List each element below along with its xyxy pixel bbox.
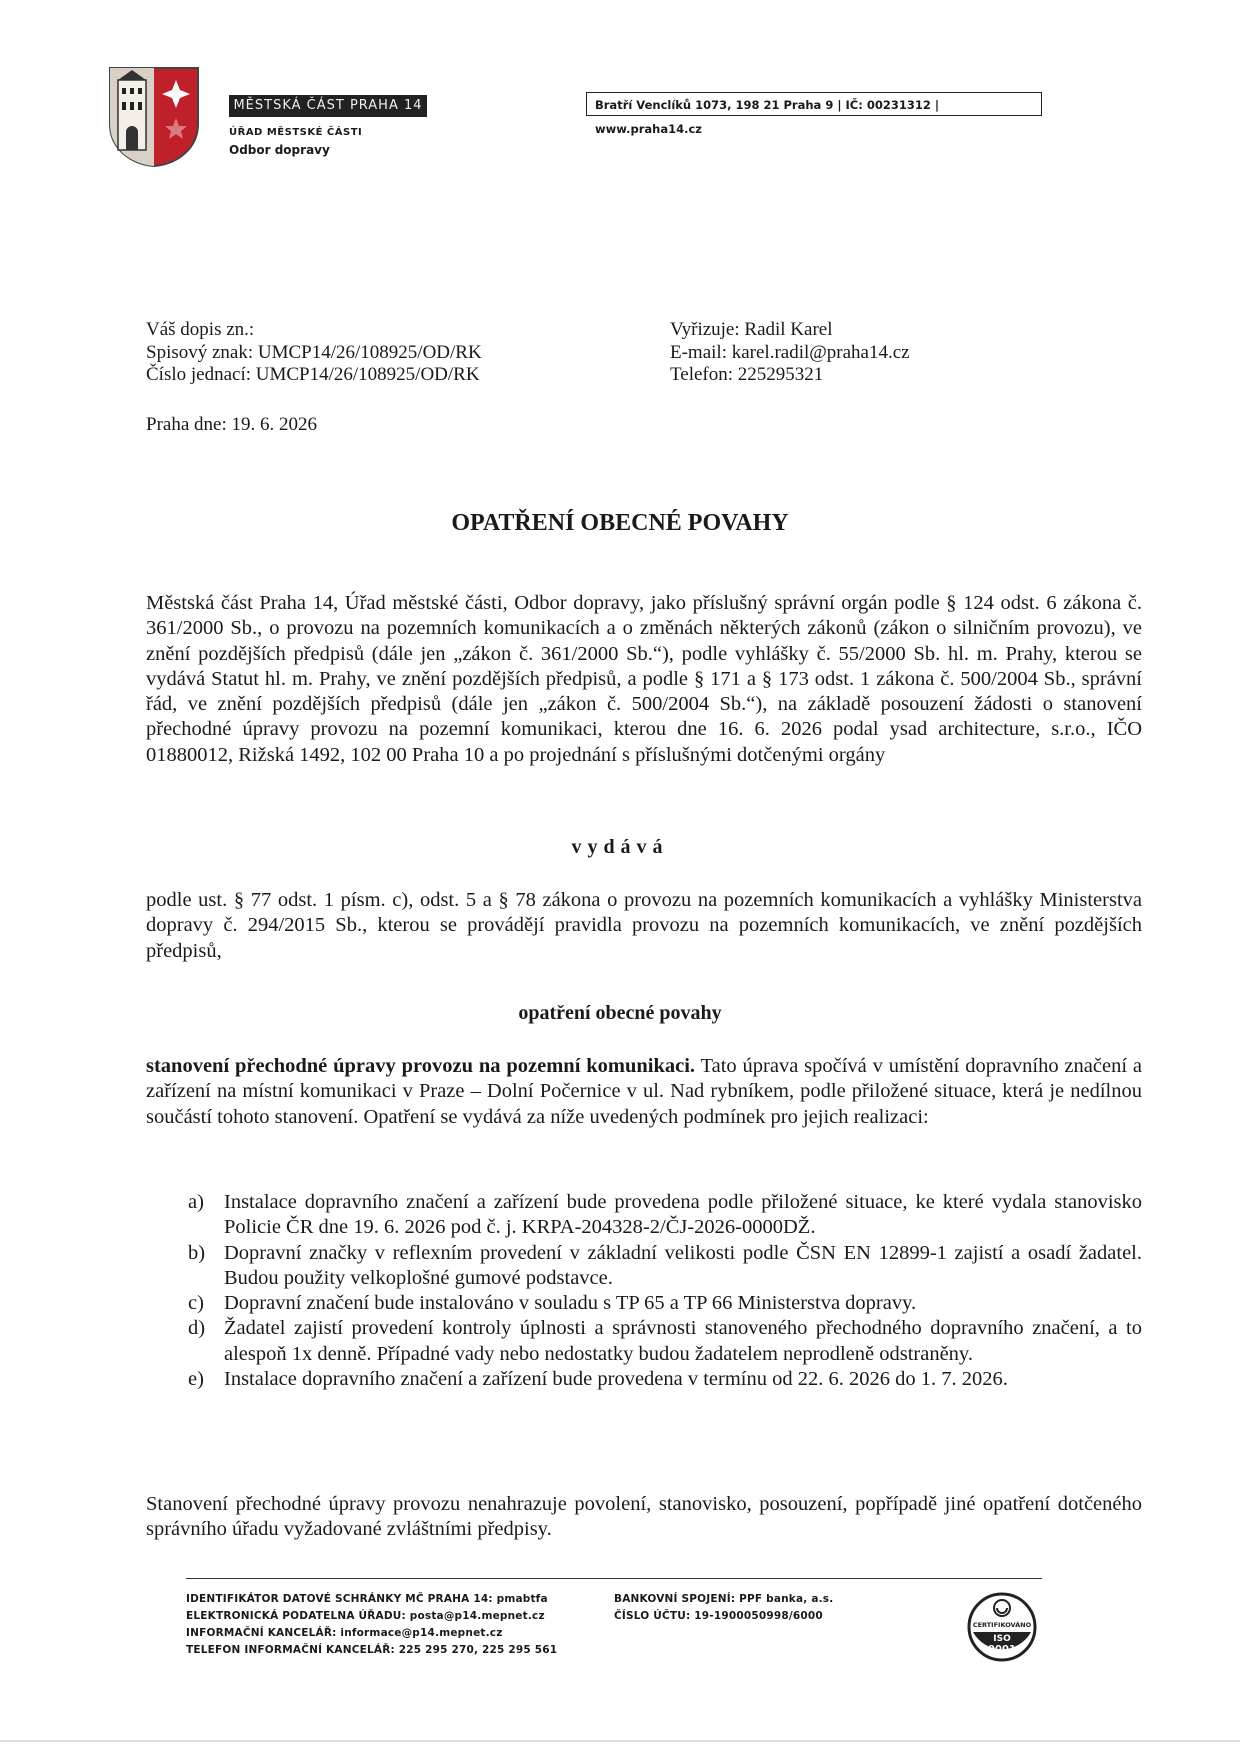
legal-basis-paragraph: podle ust. § 77 odst. 1 písm. c), odst. 5 a § 78 zákona o provozu na pozemních komunikacích a vyhlášky Ministerstva dopravy č. 294/2015 Sb., kterou se provádějí pravidla provozu na pozemních komunikacích, ve znění pozdějších předpisů,	[146, 889, 1142, 962]
contact-phone: Telefon: 225295321	[670, 364, 824, 385]
contact-email: E-mail: karel.radil@praha14.cz	[670, 341, 910, 363]
measure-text: Tato úprava spočívá v umístění dopravního značení a zařízení na místní komunikaci v Praze – Dolní Počernice v ul. Nad rybníkem, podle přiložené situace, která je nedílnou součástí tohoto stanovení. Opatření se vydává za níže uvedených podmínek pro jejich realizaci:	[146, 1055, 1142, 1128]
footer-divider	[186, 1578, 1042, 1579]
info-office-email: INFORMAČNÍ KANCELÁŘ: informace@p14.mepnet.cz	[186, 1627, 503, 1639]
conditions-list	[188, 1190, 1142, 1392]
reference-number: Číslo jednací: UMCP14/26/108925/OD/RK	[146, 364, 480, 385]
condition-marker: b)	[188, 1241, 206, 1264]
file-mark: Spisový znak: UMCP14/26/108925/OD/RK	[146, 341, 482, 363]
condition-item	[188, 1316, 1142, 1367]
document-title: OPATŘENÍ OBECNÉ POVAHY	[451, 510, 789, 536]
footer-contacts	[186, 1591, 557, 1659]
measure-heading: opatření obecné povahy	[518, 1002, 722, 1024]
district-name-banner: MĚSTSKÁ ČÁST PRAHA 14	[229, 95, 427, 117]
data-box-id: IDENTIFIKÁTOR DATOVÉ SCHRÁNKY MČ PRAHA 14: pmabtfa	[186, 1593, 548, 1605]
seal-text-iso: ISO	[993, 1634, 1011, 1644]
condition-text: Dopravní značení bude instalováno v souladu s TP 65 a TP 66 Ministerstva dopravy.	[224, 1292, 917, 1315]
condition-text: Instalace dopravního značení a zařízení bude provedena v termínu od 22. 6. 2026 do 1. 7. 2026.	[224, 1368, 1008, 1391]
account-number: ČÍSLO ÚČTU: 19-1900050998/6000	[614, 1610, 823, 1622]
page-bottom-edge	[0, 1740, 1240, 1742]
coat-of-arms-icon	[108, 66, 200, 168]
seal-text-top: CERTIFIKOVÁNO	[972, 1621, 1032, 1629]
reference-block-left	[146, 319, 482, 387]
handled-by: Vyřizuje: Radil Karel	[670, 319, 833, 340]
document-date: Praha dne: 19. 6. 2026	[146, 414, 317, 435]
e-filing-address: ELEKTRONICKÁ PODATELNA ÚŘADU: posta@p14.mepnet.cz	[186, 1610, 545, 1622]
bank-name: BANKOVNÍ SPOJENÍ: PPF banka, a.s.	[614, 1593, 834, 1605]
office-name: ÚŘAD MĚSTSKÉ ČÁSTI	[229, 127, 363, 138]
reference-block-right	[670, 319, 910, 387]
condition-text: Žadatel zajistí provedení kontroly úplnosti a správnosti stanoveného přechodného dopravního značení, a to alespoň 1x denně. Případné vady nebo nedostatky budou žadatelem neprodleně odstraněny.	[224, 1317, 1142, 1365]
condition-text: Dopravní značky v reflexním provedení v základní velikosti podle ČSN EN 12899-1 zajistí a osadí žadatel. Budou použity velkoplošné gumové podstavce.	[224, 1241, 1142, 1289]
footer-bank	[614, 1591, 833, 1625]
closing-paragraph: Stanovení přechodné úpravy provozu nenahrazuje povolení, stanovisko, posouzení, popřípadě jiné opatření dotčeného správního úřadu vyžadované zvláštními předpisy.	[146, 1493, 1142, 1541]
intro-paragraph: Městská část Praha 14, Úřad městské části, Odbor dopravy, jako příslušný správní orgán podle § 124 odst. 6 zákona č. 361/2000 Sb., o provozu na pozemních komunikacích a o změnách některých zákonů (zákon o silničním provozu), ve znění pozdějších předpisů (dále jen „zákon č. 361/2000 Sb.“), podle vyhlášky č. 55/2000 Sb. hl. m. Prahy, kterou se vydává Statut hl. m. Prahy, ve znění pozdějších předpisů, a podle § 171 a § 173 odst. 1 zákona č. 500/2004 Sb., správní řád, ve znění pozdějších předpisů (dále jen „zákon č. 500/2004 Sb.“), na základě posouzení žádosti o stanovení přechodné úpravy provozu na pozemní komunikaci, kterou dne 16. 6. 2026 podal ysad architecture, s.r.o., IČO 01880012, Rižská 1492, 102 00 Praha 10 a po projednání s příslušnými dotčenými orgány	[146, 592, 1142, 766]
condition-marker: a)	[188, 1191, 204, 1213]
condition-item	[188, 1367, 1142, 1392]
address-line: Bratří Venclíků 1073, 198 21 Praha 9 | IČ: 00231312 | www.praha14.cz	[586, 92, 1042, 116]
your-letter-label: Váš dopis zn.:	[146, 319, 255, 340]
condition-item	[188, 1291, 1142, 1316]
condition-marker: d)	[188, 1317, 206, 1340]
condition-marker: e)	[188, 1368, 204, 1391]
iso-9001-seal-icon	[967, 1592, 1037, 1662]
condition-item	[188, 1241, 1142, 1292]
condition-text: Instalace dopravního značení a zařízení bude provedena podle přiložené situace, ke které vydala stanovisko Policie ČR dne 19. 6. 2026 pod č. j. KRPA-204328-2/ČJ-2026-0000DŽ.	[224, 1191, 1142, 1239]
info-office-phone: TELEFON INFORMAČNÍ KANCELÁŘ: 225 295 270, 225 295 561	[186, 1644, 558, 1656]
condition-item	[188, 1190, 1142, 1241]
seal-text-num: 9001	[988, 1644, 1016, 1655]
measure-bold-lead: stanovení přechodné úpravy provozu na pozemní komunikaci.	[146, 1055, 696, 1077]
measure-paragraph	[146, 1054, 1142, 1130]
condition-marker: c)	[188, 1292, 204, 1315]
department-name: Odbor dopravy	[229, 143, 330, 157]
issues-heading: vydává	[571, 836, 669, 858]
